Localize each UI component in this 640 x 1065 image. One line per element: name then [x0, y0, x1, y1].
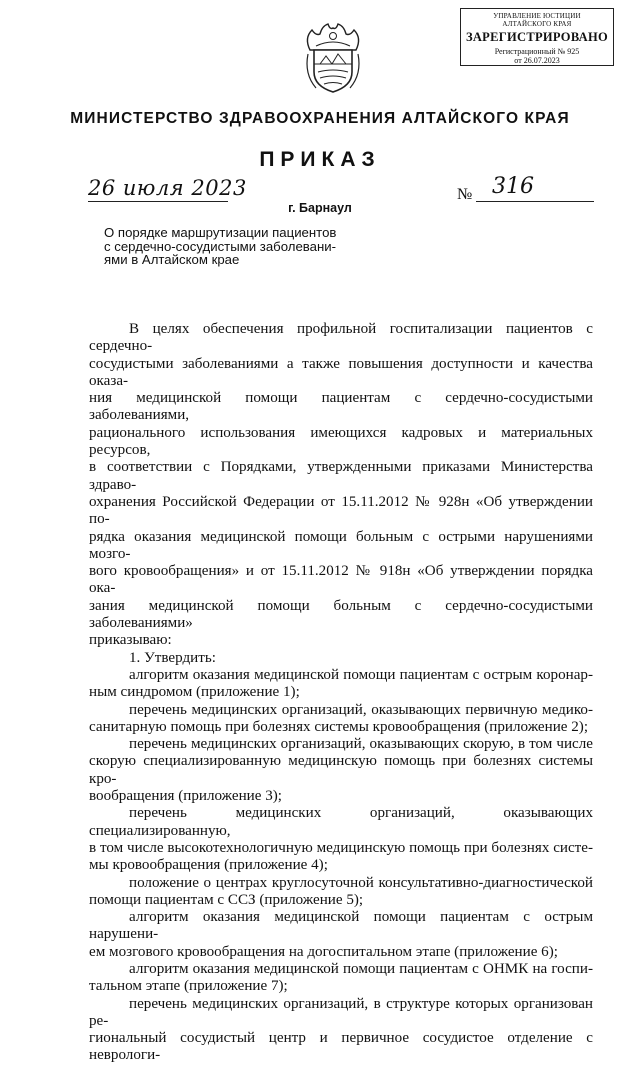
body-line: перечень медицинских организаций, оказывающих первичную медико-: [129, 701, 593, 718]
body-line: ным синдромом (приложение 1);: [89, 684, 300, 701]
registration-stamp: [460, 8, 614, 66]
document-type-heading: ПРИКАЗ: [259, 148, 381, 171]
handwritten-date: 26 июля 2023: [88, 176, 247, 200]
body-line: охранения Российской Федерации от 15.11.2012 № 928н «Об утверждении по-: [89, 493, 593, 528]
body-line: гиональный сосудистый центр и первичное сосудистое отделение с неврологи-: [89, 1030, 593, 1064]
body-line: мы кровообращения (приложение 4);: [89, 857, 328, 874]
body-line: перечень медицинских организаций, оказывающих скорую, в том числе: [129, 736, 593, 753]
subject-line: О порядке маршрутизации пациентов: [104, 225, 337, 240]
subject-line: ями в Алтайском крае: [104, 252, 240, 267]
body-line: санитарную помощь при болезнях системы кровообращения (приложение 2);: [89, 718, 589, 735]
body-line: помощи пациентам с ССЗ (приложение 5);: [89, 891, 364, 908]
body-line: перечень медицинских организаций, оказывающих специализированную,: [89, 805, 593, 839]
stamp-authority-line1: УПРАВЛЕНИЕ ЮСТИЦИИ: [493, 12, 581, 20]
number-sign: №: [457, 186, 473, 203]
body-line: алгоритм оказания медицинской помощи пациентам с острым коронар-: [129, 666, 593, 683]
body-line: положение о центрах круглосуточной консультативно-диагностической: [129, 874, 593, 891]
order-subject: [104, 226, 364, 267]
stamp-authority-line2: АЛТАЙСКОГО КРАЯ: [502, 19, 572, 28]
body-line: в том числе высокотехнологичную медицинскую помощь при болезнях систе-: [89, 839, 593, 856]
subject-line: с сердечно-сосудистыми заболевани-: [104, 238, 337, 254]
city: г. Барнаул: [288, 201, 352, 215]
body-line: рационального использования имеющихся кадровых и материальных ресурсов,: [89, 424, 593, 459]
handwritten-number: 316: [492, 174, 534, 199]
stamp-reg-date: от 26.07.2023: [514, 56, 560, 65]
body-line: В целях обеспечения профильной госпитализации пациентов с сердечно-: [89, 321, 593, 355]
body-line: зания медицинской помощи больным с сердечно-сосудистыми заболеваниями»: [89, 597, 593, 632]
body-line: вообращения (приложение 3);: [89, 788, 282, 805]
stamp-title: ЗАРЕГИСТРИРОВАНО: [465, 30, 609, 44]
body-line: алгоритм оказания медицинской помощи пациентам с острым нарушени-: [89, 909, 593, 943]
body-line: сосудистыми заболеваниями а также повышения доступности и качества оказа-: [89, 355, 593, 389]
body-line: ния медицинской помощи пациентам с сердечно-сосудистыми заболеваниями,: [89, 390, 593, 424]
body-line: алгоритм оказания медицинской помощи пациентам с ОНМК на госпи-: [129, 960, 593, 977]
body-line: 1. Утвердить:: [129, 649, 216, 666]
body-line: вого кровообращения» и от 15.11.2012 № 918н «Об утверждении порядка ока-: [89, 563, 593, 597]
body-line: в соответствии с Порядками, утвержденными приказами Министерства здраво-: [89, 459, 593, 493]
body-line: рядка оказания медицинской помощи больным с острыми нарушениями мозго-: [89, 528, 593, 562]
body-line: скорую специализированную медицинскую помощь при болезнях системы кро-: [89, 753, 593, 787]
body-line: перечень медицинских организаций, в структуре которых организован ре-: [89, 995, 593, 1029]
coat-of-arms-emblem: [302, 20, 364, 96]
body-line: ем мозгового кровообращения на догоспитальном этапе (приложение 6);: [89, 943, 558, 960]
body-line: приказываю:: [89, 632, 172, 649]
order-body-text: [89, 321, 593, 1065]
ministry-title: МИНИСТЕРСТВО ЗДРАВООХРАНЕНИЯ АЛТАЙСКОГО КРАЯ: [70, 110, 570, 127]
body-line: тальном этапе (приложение 7);: [89, 978, 288, 995]
stamp-reg-number: Регистрационный № 925: [494, 47, 580, 56]
